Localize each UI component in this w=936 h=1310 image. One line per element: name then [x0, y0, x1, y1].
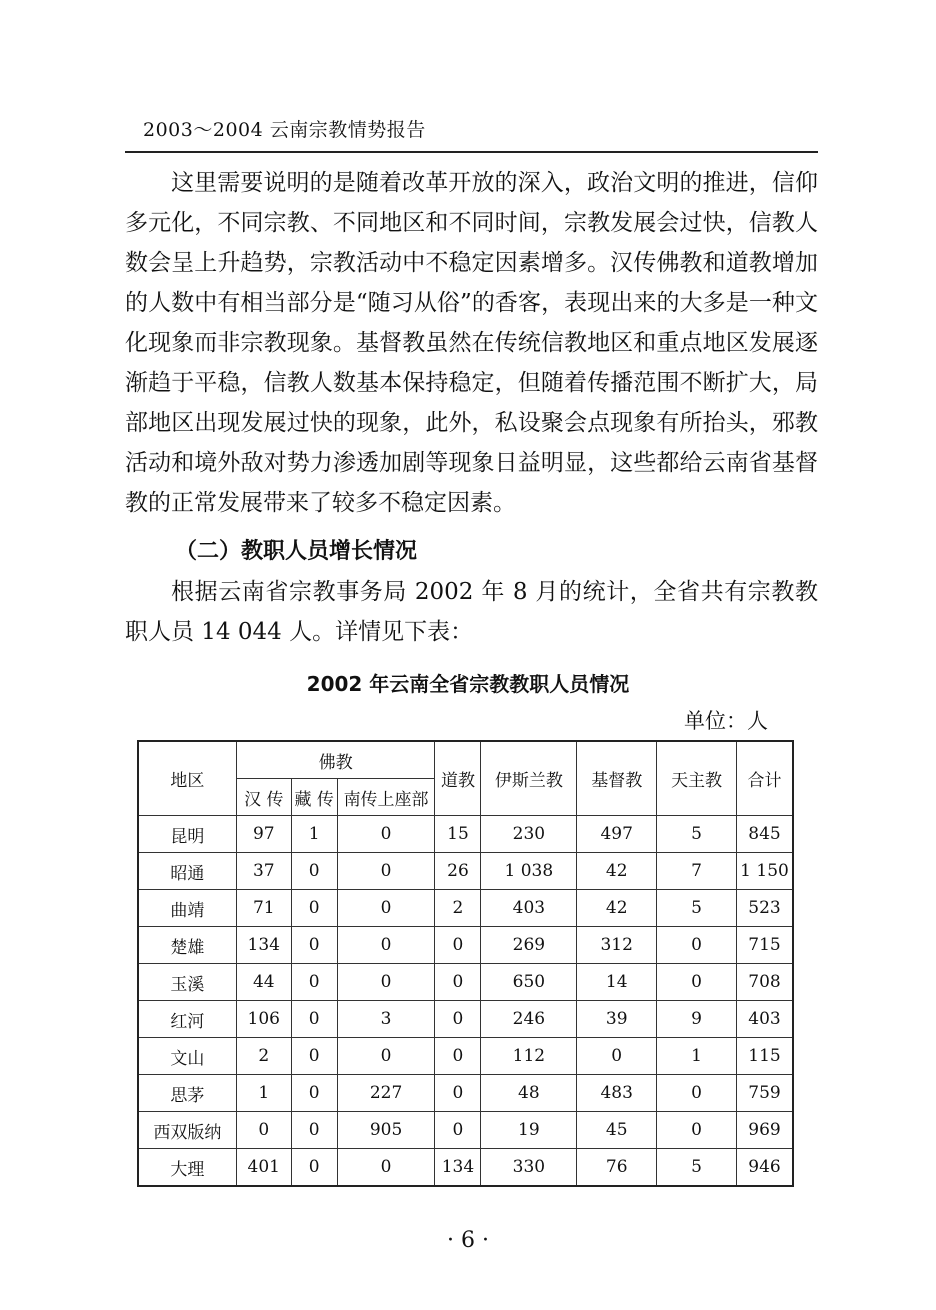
table-row — [138, 964, 793, 1001]
table-row — [138, 1001, 793, 1038]
cell-catholicism: 0 — [657, 1112, 737, 1149]
header-han-buddhism: 汉 传 — [236, 779, 291, 816]
paragraph-1-text: 这里需要说明的是随着改革开放的深入，政治文明的推进，信仰多元化，不同宗教、不同地区和不同时间，宗教发展会过快，信教人数会呈上升趋势，宗教活动中不稳定因素增多。汉传佛教和道教增加的人数中有相当部分是“随习从俗”的香客，表现出来的大多是一种文化现象而非宗教现象。基督教虽然在传统信教地区和重点地区发展逐渐趋于平稳，信教人数基本保持稳定，但随着传播范围不断扩大，局部地区出现发展过快的现象，此外，私设聚会点现象有所抬头，邪教活动和境外敌对势力渗透加剧等现象日益明显，这些都给云南省基督教的正常发展带来了较多不稳定因素。 — [125, 170, 818, 516]
header-islam: 伊斯兰教 — [481, 741, 577, 816]
cell-total: 708 — [736, 964, 793, 1001]
cell-taoism: 0 — [435, 1112, 481, 1149]
cell-islam: 48 — [481, 1075, 577, 1112]
cell-taoism: 0 — [435, 1001, 481, 1038]
table-title: 2002 年云南全省宗教教职人员情况 — [306, 672, 630, 696]
cell-southern: 905 — [337, 1112, 435, 1149]
cell-catholicism: 1 — [657, 1038, 737, 1075]
header-southern-buddhism: 南传上座部 — [337, 779, 435, 816]
header-catholicism: 天主教 — [657, 741, 737, 816]
cell-islam: 230 — [481, 816, 577, 853]
cell-tibetan: 0 — [291, 1038, 337, 1075]
cell-christianity: 0 — [577, 1038, 657, 1075]
table-row — [138, 927, 793, 964]
cell-han: 44 — [236, 964, 291, 1001]
table-unit: 单位：人 — [684, 709, 768, 733]
cell-total: 759 — [736, 1075, 793, 1112]
cell-tibetan: 0 — [291, 890, 337, 927]
cell-han: 1 — [236, 1075, 291, 1112]
cell-christianity: 312 — [577, 927, 657, 964]
cell-tibetan: 0 — [291, 1001, 337, 1038]
cell-southern: 0 — [337, 927, 435, 964]
header-total: 合计 — [736, 741, 793, 816]
cell-taoism: 0 — [435, 964, 481, 1001]
cell-southern: 0 — [337, 1038, 435, 1075]
table-row — [138, 1075, 793, 1112]
cell-total: 403 — [736, 1001, 793, 1038]
cell-christianity: 42 — [577, 890, 657, 927]
running-header — [125, 113, 818, 153]
header-taoism: 道教 — [435, 741, 481, 816]
cell-han: 401 — [236, 1149, 291, 1187]
cell-tibetan: 0 — [291, 1112, 337, 1149]
cell-taoism: 134 — [435, 1149, 481, 1187]
cell-islam: 330 — [481, 1149, 577, 1187]
cell-region: 大理 — [138, 1149, 236, 1187]
cell-region: 昭通 — [138, 853, 236, 890]
cell-christianity: 42 — [577, 853, 657, 890]
body-paragraph-1 — [125, 163, 818, 523]
cell-christianity: 483 — [577, 1075, 657, 1112]
table-row — [138, 1112, 793, 1149]
cell-han: 0 — [236, 1112, 291, 1149]
cell-total: 115 — [736, 1038, 793, 1075]
section-heading: （二）教职人员增长情况 — [175, 539, 418, 564]
cell-taoism: 0 — [435, 1075, 481, 1112]
cell-taoism: 15 — [435, 816, 481, 853]
cell-catholicism: 5 — [657, 890, 737, 927]
cell-region: 西双版纳 — [138, 1112, 236, 1149]
cell-total: 845 — [736, 816, 793, 853]
cell-han: 97 — [236, 816, 291, 853]
cell-region: 文山 — [138, 1038, 236, 1075]
cell-islam: 246 — [481, 1001, 577, 1038]
cell-islam: 403 — [481, 890, 577, 927]
cell-taoism: 0 — [435, 927, 481, 964]
cell-islam: 1 038 — [481, 853, 577, 890]
cell-catholicism: 0 — [657, 927, 737, 964]
cell-region: 昆明 — [138, 816, 236, 853]
cell-catholicism: 0 — [657, 964, 737, 1001]
table-row — [138, 1149, 793, 1187]
cell-islam: 19 — [481, 1112, 577, 1149]
cell-region: 思茅 — [138, 1075, 236, 1112]
cell-islam: 112 — [481, 1038, 577, 1075]
header-christianity: 基督教 — [577, 741, 657, 816]
cell-tibetan: 0 — [291, 927, 337, 964]
cell-tibetan: 0 — [291, 853, 337, 890]
cell-southern: 0 — [337, 1149, 435, 1187]
cell-taoism: 2 — [435, 890, 481, 927]
cell-tibetan: 1 — [291, 816, 337, 853]
cell-total: 946 — [736, 1149, 793, 1187]
cell-southern: 0 — [337, 853, 435, 890]
cell-tibetan: 0 — [291, 1149, 337, 1187]
header-buddhism: 佛教 — [236, 741, 435, 779]
cell-christianity: 45 — [577, 1112, 657, 1149]
cell-han: 2 — [236, 1038, 291, 1075]
cell-southern: 0 — [337, 816, 435, 853]
body-paragraph-2 — [125, 572, 818, 652]
cell-catholicism: 0 — [657, 1075, 737, 1112]
cell-southern: 227 — [337, 1075, 435, 1112]
cell-catholicism: 5 — [657, 816, 737, 853]
cell-total: 715 — [736, 927, 793, 964]
header-title: 2003～2004 云南宗教情势报告 — [143, 119, 426, 141]
cell-christianity: 39 — [577, 1001, 657, 1038]
cell-southern: 0 — [337, 964, 435, 1001]
cell-christianity: 76 — [577, 1149, 657, 1187]
header-tibetan-buddhism: 藏 传 — [291, 779, 337, 816]
table-row — [138, 853, 793, 890]
cell-tibetan: 0 — [291, 964, 337, 1001]
cell-catholicism: 5 — [657, 1149, 737, 1187]
cell-han: 71 — [236, 890, 291, 927]
paragraph-2-text: 根据云南省宗教事务局 2002 年 8 月的统计，全省共有宗教教职人员 14 044 人。详情见下表： — [125, 579, 818, 645]
cell-region: 曲靖 — [138, 890, 236, 927]
cell-region: 楚雄 — [138, 927, 236, 964]
cell-islam: 650 — [481, 964, 577, 1001]
cell-region: 红河 — [138, 1001, 236, 1038]
table-row — [138, 1038, 793, 1075]
cell-taoism: 0 — [435, 1038, 481, 1075]
cell-total: 1 150 — [736, 853, 793, 890]
cell-islam: 269 — [481, 927, 577, 964]
cell-region: 玉溪 — [138, 964, 236, 1001]
cell-southern: 3 — [337, 1001, 435, 1038]
cell-southern: 0 — [337, 890, 435, 927]
cell-total: 969 — [736, 1112, 793, 1149]
cell-christianity: 497 — [577, 816, 657, 853]
cell-han: 106 — [236, 1001, 291, 1038]
table-row — [138, 890, 793, 927]
clergy-table — [137, 740, 794, 1187]
page-number: · 6 · — [447, 1228, 489, 1253]
cell-han: 134 — [236, 927, 291, 964]
table-row — [138, 816, 793, 853]
cell-catholicism: 7 — [657, 853, 737, 890]
cell-han: 37 — [236, 853, 291, 890]
cell-total: 523 — [736, 890, 793, 927]
header-region: 地区 — [138, 741, 236, 816]
cell-christianity: 14 — [577, 964, 657, 1001]
cell-tibetan: 0 — [291, 1075, 337, 1112]
cell-catholicism: 9 — [657, 1001, 737, 1038]
cell-taoism: 26 — [435, 853, 481, 890]
